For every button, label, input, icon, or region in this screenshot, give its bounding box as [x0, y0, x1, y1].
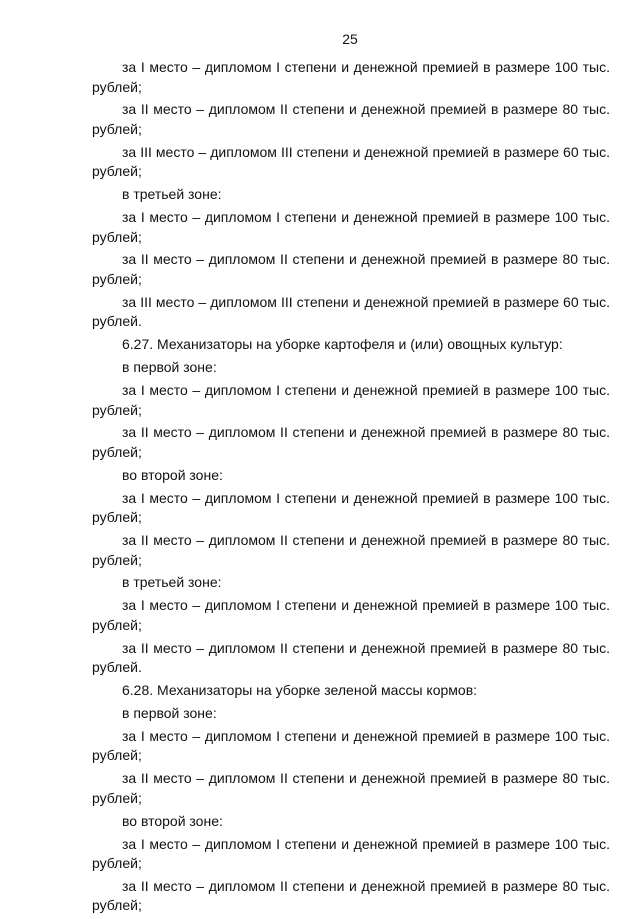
paragraph: за II место – дипломом II степени и денежной премией в размере 80 тыс. рублей; [92, 770, 610, 806]
paragraph: в первой зоне: [122, 705, 217, 722]
section-heading: 6.28. Механизаторы на уборке зеленой массы кормов: [122, 682, 478, 699]
document-body [92, 58, 610, 919]
paragraph: за III место – дипломом III степени и денежной премией в размере 60 тыс. рублей; [92, 143, 610, 180]
paragraph: за I место – дипломом I степени и денежной премией в размере 100 тыс. рублей; [92, 597, 610, 633]
paragraph: за I место – дипломом I степени и денежной премией в размере 100 тыс. рублей; [92, 489, 610, 526]
paragraph: за II место – дипломом II степени и денежной премией в размере 80 тыс. рублей. [92, 639, 610, 676]
paragraph: во второй зоне: [122, 466, 223, 483]
paragraph: за II место – дипломом II степени и денежной премией в размере 80 тыс. рублей; [92, 877, 610, 914]
paragraph: за I место – дипломом I степени и денежной премией в размере 100 тыс. рублей; [92, 382, 610, 418]
paragraph: в третьей зоне: [122, 574, 222, 591]
paragraph: за II место – дипломом II степени и денежной премией в размере 80 тыс. рублей; [92, 424, 610, 460]
paragraph: за I место – дипломом I степени и денежной премией в размере 100 тыс. рублей; [92, 59, 610, 95]
paragraph: в первой зоне: [122, 359, 217, 376]
page-number: 25 [342, 31, 358, 47]
paragraph: за II место – дипломом II степени и денежной премией в размере 80 тыс. рублей; [92, 251, 610, 287]
paragraph: за II место – дипломом II степени и денежной премией в размере 80 тыс. рублей; [92, 101, 610, 137]
paragraph: за I место – дипломом I степени и денежной премией в размере 100 тыс. рублей; [92, 209, 610, 245]
paragraph: за II место – дипломом II степени и денежной премией в размере 80 тыс. рублей; [92, 532, 610, 568]
paragraph: за I место – дипломом I степени и денежной премией в размере 100 тыс. рублей; [92, 835, 610, 872]
paragraph: в третьей зоне: [122, 186, 222, 203]
paragraph: во второй зоне: [122, 812, 223, 829]
paragraph: за III место – дипломом III степени и денежной премией в размере 60 тыс. рублей. [92, 293, 610, 330]
section-heading: 6.27. Механизаторы на уборке картофеля и (или) овощных культур: [122, 336, 563, 353]
paragraph: за I место – дипломом I степени и денежной премией в размере 100 тыс. рублей; [92, 727, 610, 764]
